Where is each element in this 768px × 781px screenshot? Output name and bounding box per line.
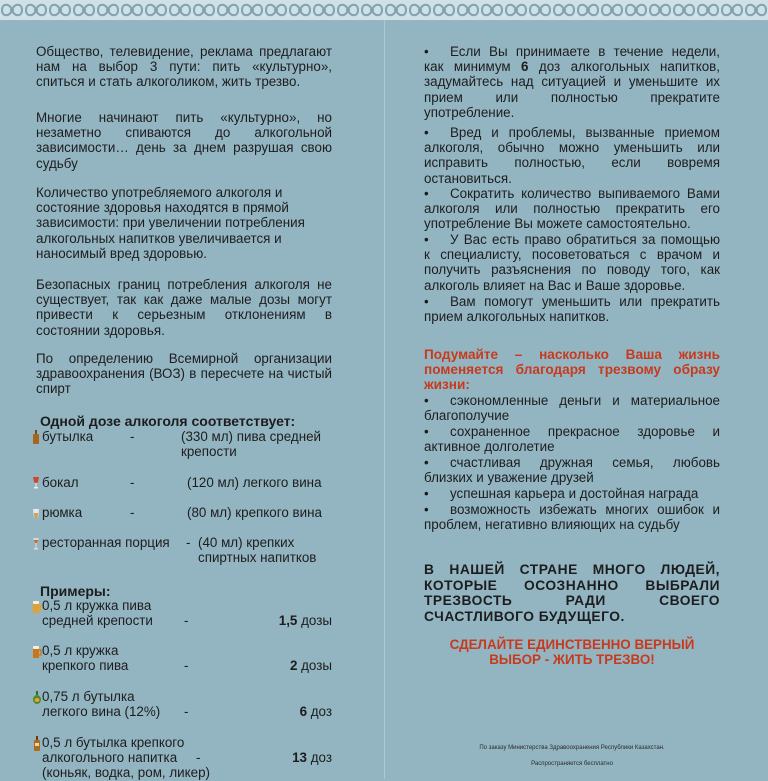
bullet-dot: • [424,393,429,408]
bullet-text: Сократить количество выпиваемого Вами алкоголя или полностью прекратить его употребление Вы можете самостоятельно. [424,186,720,232]
bullet-bold: 6 [521,59,529,75]
cultural-drinking-paragraph: Многие начинают пить «культурно», но незаметно спиваются до алкогольной зависимости… день за днем разрушая свою судьбу [36,110,332,171]
example-number: 2 [289,658,298,673]
dose-desc: (40 мл) крепких спиртных напитков [198,535,317,566]
dose-name: бокал [42,475,79,490]
example-number: 1,5 [278,613,298,628]
dose-name: бутылка [42,429,94,444]
example-dash: - [184,704,189,719]
example-value [292,750,332,765]
example-value [300,704,332,719]
example-unit: доз [307,704,332,719]
example-dash: - [196,750,201,765]
example-dash: - [184,613,189,628]
example-name: 0,75 л бутылка легкого вина (12%) [42,689,161,720]
call-to-action: СДЕЛАЙТЕ ЕДИНСТВЕННО ВЕРНЫЙ ВЫБОР - ЖИТЬ ТРЕЗВО! [449,637,695,667]
restaurant-glass-icon [32,538,40,553]
advice-bullet [424,186,720,232]
dose-row [32,475,332,491]
dose-row [32,505,332,521]
liquor-bottle-icon [32,736,42,754]
advice-bullet [424,125,720,186]
bullet-dot: • [424,294,429,309]
bottle-icon [32,430,40,447]
dose-desc: (80 мл) крепкого вина [187,505,322,520]
bullet-dot: • [424,486,429,501]
bullet-text: У Вас есть право обратиться за помощью к специалисту, посоветоваться с врачом и получить разъяснения по поводу того, как алкоголь влияет на Вас и Ваше здоровье. [424,232,720,293]
example-name: 0,5 л кружка пива средней крепости [42,598,153,629]
example-row [32,689,332,721]
example-value [279,613,332,628]
wine-bottle-icon [32,691,42,707]
benefit-item [424,455,720,485]
bullet-dot: • [424,186,429,201]
bullet-dot: • [424,424,429,439]
bullet-dot: • [424,44,429,59]
intro-paragraph: Общество, телевидение, реклама предлагают нам на выбор 3 пути: пить «культурно», спиться и стать алкоголиком, жить трезво. [36,44,332,90]
examples-heading: Примеры: [40,583,111,599]
benefit-text: успешная карьера и достойная награда [450,486,699,501]
footer-free: Распространяется бесплатно [531,761,613,767]
example-value [290,658,332,673]
dose-dash: - [130,505,135,520]
dose-name: рюмка [42,505,83,520]
country-statement: В НАШЕЙ СТРАНЕ МНОГО ЛЮДЕЙ, КОТОРЫЕ ОСОЗНАННО ВЫБРАЛИ ТРЕЗВОСТЬ РАДИ СВОЕГО СЧАСТЛИВОГО БУДУЩЕГО. [424,562,720,624]
example-number: 6 [299,704,308,719]
wine-glass-icon [32,477,40,492]
who-definition-paragraph: По определению Всемирной организации здравоохранения (ВОЗ) в пересчете на чистый спирт [36,351,332,397]
benefit-text: возможность избежать многих ошибок и проблем, негативно влияющих на судьбу [424,502,720,533]
dose-dash: - [130,475,135,490]
dose-heading: Одной дозе алкоголя соответствует: [40,413,296,429]
bullet-dot: • [424,232,429,247]
benefit-text: счастливая дружная семья, любовь близких и уважение друзей [424,455,720,486]
beer-mug-icon [32,601,42,616]
example-row [32,598,332,630]
benefit-text: сохраненное прекрасное здоровье и активное долголетие [424,424,720,455]
bullet-text: Вам помогут уменьшить или прекратить прием алкогольных напитков. [424,294,720,325]
benefit-item [424,393,720,423]
bullet-text: Если Вы принимаете в течение недели, как минимум [424,44,720,75]
example-unit: доз [307,750,332,765]
advice-bullet [424,294,720,324]
think-heading: Подумайте – насколько Ваша жизнь поменяется благодаря трезвому образу жизни: [424,347,720,392]
dose-dash: - [130,429,135,444]
example-name: 0,5 л кружка крепкого пива [42,643,129,674]
example-number: 13 [292,750,308,765]
bullet-dot: • [424,455,429,470]
dose-row [32,429,332,461]
dose-desc: (330 мл) пива средней крепости [181,429,322,460]
dose-name: ресторанная порция [42,535,170,550]
example-unit: дозы [297,613,332,628]
footer-sponsor: По заказу Министерства Здравоохранения Республики Казахстан. [479,745,665,751]
dependency-paragraph: Количество употребляемого алкоголя и состояние здоровья находятся в прямой зависимости: при увеличении потребления алкогольных напитков увеличивается и наносимый вред здоровью. [36,185,305,261]
example-dash: - [184,658,189,673]
bullet-dot: • [424,502,429,517]
bullet-dot: • [424,125,429,140]
ornament-pattern [0,0,768,20]
example-name: 0,5 л бутылка крепкого алкогольного напитка (коньяк, водка, ром, ликер) [42,735,211,781]
dose-dash: - [186,535,191,550]
benefit-text: сэкономленные деньги и материальное благополучие [424,393,720,424]
shot-glass-icon [32,508,40,523]
example-row [32,643,332,675]
dose-desc: (120 мл) легкого вина [187,475,322,490]
ornament-border [0,0,768,20]
example-row [32,735,332,781]
bullet-text-end: доз алкогольных напитков, задумайтесь над ситуацией и уменьшите их прием или полностью прекратите употребление. [424,59,720,120]
example-unit: дозы [297,658,332,673]
fold-line [384,20,385,779]
advice-bullet [424,44,720,120]
bullet-text: Вред и проблемы, вызванные приемом алкоголя, обычно можно уменьшить или исправить полностью, если вовремя остановиться. [424,125,720,186]
advice-bullet [424,232,720,293]
benefit-item [424,486,720,501]
benefit-item [424,424,720,454]
beer-mug-icon [32,646,42,661]
dose-row [32,535,332,567]
no-safe-limits-paragraph: Безопасных границ потребления алкоголя не существует, так как даже малые дозы могут привести к серьезным отклонениям в состоянии здоровья. [36,277,332,338]
benefit-item [424,502,720,532]
